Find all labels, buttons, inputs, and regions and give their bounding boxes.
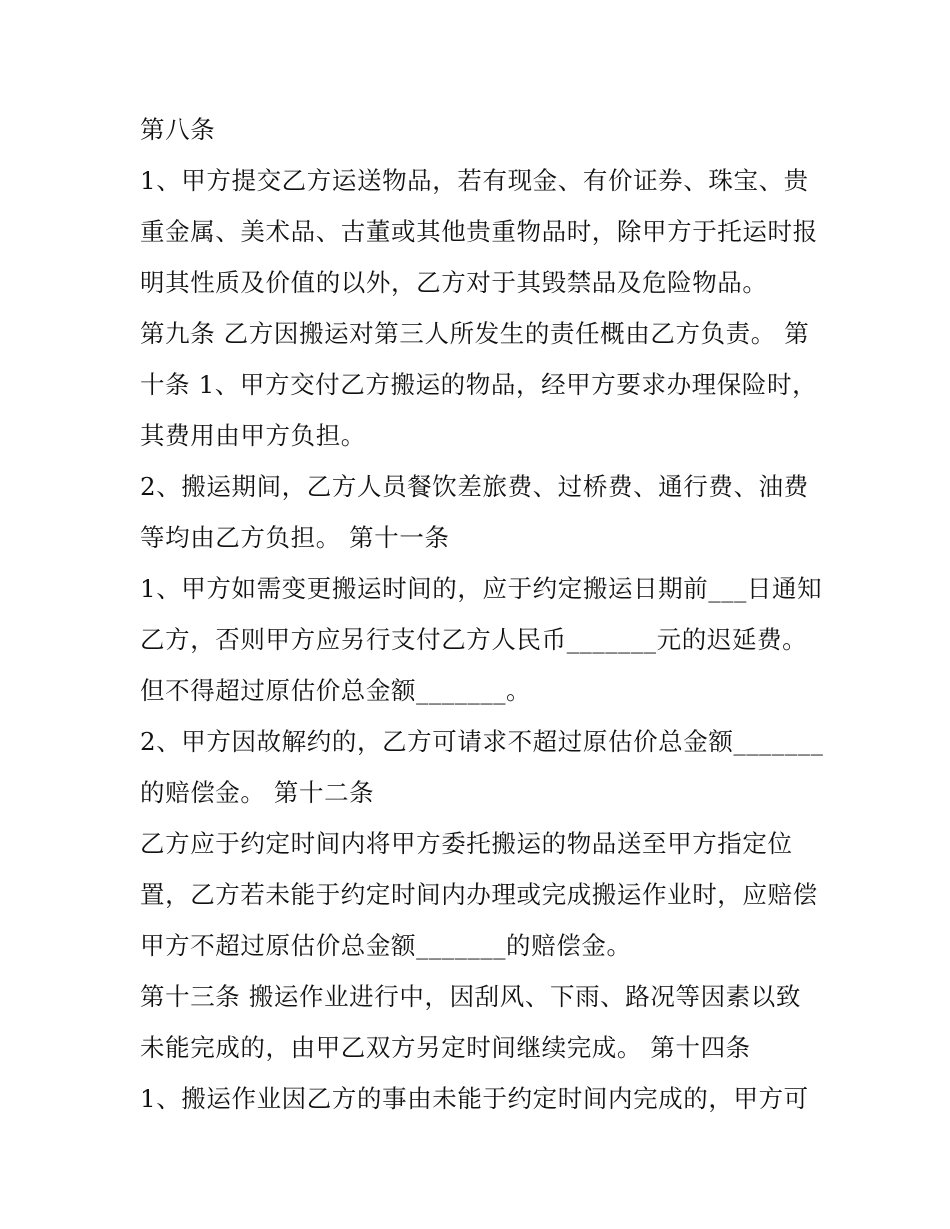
paragraph-line: 1、甲方如需变更搬运时间的，应于约定搬运日期前___日通知 — [140, 574, 823, 603]
paragraph-line: 第九条 乙方因搬运对第三人所发生的责任概由乙方负责。 第 — [140, 319, 810, 348]
paragraph-line: 1、搬运作业因乙方的事由未能于约定时间内完成的，甲方可 — [140, 1084, 809, 1113]
paragraph-line: 未能完成的，由甲乙双方另定时间继续完成。 第十四条 — [140, 1033, 751, 1062]
paragraph-line: 2、甲方因故解约的，乙方可请求不超过原估价总金额_______ — [140, 727, 824, 756]
paragraph-line: 的赔偿金。 第十二条 — [140, 778, 375, 807]
paragraph-line: 其费用由甲方负担。 — [140, 421, 366, 450]
paragraph-line: 重金属、美术品、古董或其他贵重物品时，除甲方于托运时报 — [140, 217, 818, 246]
paragraph-line: 等均由乙方负担。 第十一条 — [140, 523, 450, 552]
paragraph-line: 乙方应于约定时间内将甲方委托搬运的物品送至甲方指定位 — [140, 829, 793, 858]
paragraph-line: 但不得超过原估价总金额_______。 — [140, 676, 532, 705]
paragraph-line: 第十三条 搬运作业进行中，因刮风、下雨、路况等因素以致 — [140, 982, 801, 1011]
paragraph-line: 明其性质及价值的以外，乙方对于其毁禁品及危险物品。 — [140, 268, 768, 297]
paragraph-line: 1、甲方提交乙方运送物品，若有现金、有价证券、珠宝、贵 — [140, 166, 809, 195]
paragraph-line: 乙方，否则甲方应另行支付乙方人民币_______元的迟延费。 — [140, 625, 808, 654]
paragraph-line: 置，乙方若未能于约定时间内办理或完成搬运作业时，应赔偿 — [140, 880, 818, 909]
paragraph-line: 十条 1、甲方交付乙方搬运的物品，经甲方要求办理保险时， — [140, 370, 818, 399]
paragraph-line: 2、搬运期间，乙方人员餐饮差旅费、过桥费、通行费、油费 — [140, 472, 809, 501]
paragraph-line: 甲方不超过原估价总金额_______的赔偿金。 — [140, 931, 632, 960]
article-8-heading: 第八条 — [140, 115, 216, 144]
